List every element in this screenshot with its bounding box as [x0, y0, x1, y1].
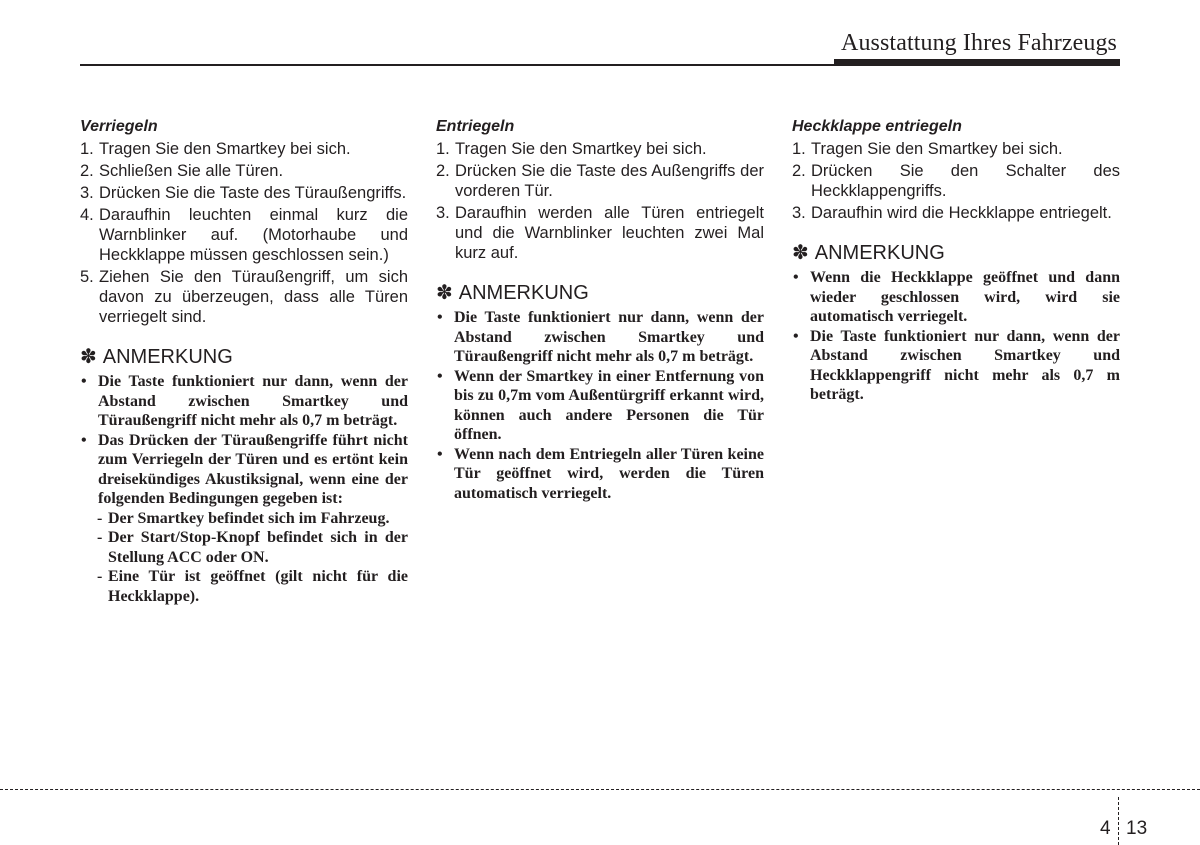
column-verriegeln: [80, 117, 408, 606]
page-header-title: Ausstattung Ihres Fahrzeugs: [841, 30, 1117, 56]
condition-text: Der Smartkey befindet sich im Fahrzeug.: [108, 509, 390, 527]
note-title: ANMERKUNG: [458, 282, 589, 304]
page-number: 13: [1126, 818, 1148, 839]
step-text: Ziehen Sie den Türaußengriff, um sich davon zu überzeugen, dass alle Türen verriegelt sind.: [99, 268, 408, 326]
step-item: [792, 139, 1120, 159]
step-number: 1.: [792, 140, 806, 158]
bullet-icon: •: [437, 367, 443, 385]
note-text: Die Taste funktioniert nur dann, wenn der Abstand zwischen Smartkey und Türaußengriff nicht mehr als 0,7 m beträgt.: [98, 373, 408, 429]
note-text: Wenn die Heckklappe geöffnet und dann wieder geschlossen wird, wird sie automatisch verriegelt.: [810, 269, 1120, 325]
footer-divider: [0, 789, 1200, 790]
dash-icon: -: [97, 529, 103, 546]
dash-icon: -: [97, 509, 103, 527]
note-item: [436, 367, 764, 445]
step-text: Drücken Sie die Taste des Außengriffs der vorderen Tür.: [455, 162, 764, 200]
column-heckklappe: [792, 117, 1120, 405]
step-number: 2.: [792, 162, 806, 180]
step-text: Daraufhin wird die Heckklappe entriegelt.: [811, 204, 1112, 222]
page-number-divider: [1118, 797, 1119, 845]
condition-text: Der Start/Stop-Knopf befindet sich in der Stellung ACC oder ON.: [108, 529, 408, 566]
step-number: 3.: [436, 204, 450, 222]
note-asterisk-icon: ✽: [436, 282, 453, 304]
note-list: [80, 372, 408, 509]
step-item: [80, 139, 408, 159]
bullet-icon: •: [437, 445, 443, 463]
note-item: [80, 431, 408, 509]
bullet-icon: •: [81, 373, 87, 390]
bullet-icon: •: [437, 309, 443, 326]
bullet-icon: •: [793, 327, 799, 345]
note-list: [436, 308, 764, 503]
section-heading: Verriegeln: [80, 118, 158, 135]
step-item: [436, 139, 764, 159]
step-number: 2.: [436, 162, 450, 180]
note-text: Das Drücken der Türaußengriffe führt nicht zum Verriegeln der Türen und es ertönt kein dreisekündiges Akustiksignal, wenn eine der folgenden Bedingungen gegeben ist:: [98, 431, 408, 507]
step-text: Tragen Sie den Smartkey bei sich.: [99, 140, 351, 158]
section-heading: Heckklappe entriegeln: [792, 118, 962, 135]
step-number: 3.: [792, 204, 806, 222]
condition-item: [97, 528, 408, 567]
note-text: Wenn der Smartkey in einer Entfernung von bis zu 0,7m vom Außentürgriff erkannt wird, können auch andere Personen die Tür öffnen.: [454, 367, 764, 443]
note-item: [792, 268, 1120, 327]
step-item: [792, 161, 1120, 201]
condition-item: [97, 509, 408, 529]
note-heading: [436, 281, 764, 305]
step-item: [792, 203, 1120, 223]
note-item: [792, 327, 1120, 405]
step-item: [80, 161, 408, 181]
step-number: 2.: [80, 162, 94, 180]
step-number: 3.: [80, 184, 94, 202]
steps-list: [80, 139, 408, 327]
note-asterisk-icon: ✽: [792, 242, 809, 264]
step-text: Tragen Sie den Smartkey bei sich.: [455, 140, 707, 158]
header-rule-accent: [834, 59, 1120, 66]
note-heading: [80, 345, 408, 369]
steps-list: [436, 139, 764, 263]
note-title: ANMERKUNG: [814, 242, 945, 264]
note-text: Wenn nach dem Entriegeln aller Türen keine Tür geöffnet wird, werden die Türen automatisch verriegelt.: [454, 445, 764, 502]
note-title: ANMERKUNG: [102, 346, 233, 368]
step-text: Tragen Sie den Smartkey bei sich.: [811, 140, 1063, 158]
condition-text: Eine Tür ist geöffnet (gilt nicht für die Heckklappe).: [108, 568, 408, 605]
column-entriegeln: [436, 117, 764, 503]
step-number: 1.: [80, 140, 94, 158]
step-number: 1.: [436, 140, 450, 158]
note-text: Die Taste funktioniert nur dann, wenn der Abstand zwischen Smartkey und Heckklappengriff nicht mehr als 0,7 m beträgt.: [810, 327, 1120, 403]
step-text: Daraufhin werden alle Türen entriegelt und die Warnblinker leuchten zwei Mal kurz auf.: [455, 204, 764, 262]
note-asterisk-icon: ✽: [80, 346, 97, 368]
bullet-icon: •: [793, 269, 799, 286]
note-text: Die Taste funktioniert nur dann, wenn der Abstand zwischen Smartkey und Türaußengriff nicht mehr als 0,7 m beträgt.: [454, 309, 764, 365]
note-item: [80, 372, 408, 431]
note-item: [436, 308, 764, 367]
step-number: 5.: [80, 268, 94, 286]
condition-list: [80, 509, 408, 607]
step-item: [80, 183, 408, 203]
condition-item: [97, 567, 408, 606]
note-heading: [792, 241, 1120, 265]
section-heading: Entriegeln: [436, 118, 515, 135]
step-item: [80, 267, 408, 327]
step-text: Drücken Sie die Taste des Türaußengriffs.: [99, 184, 407, 202]
step-item: [80, 205, 408, 265]
dash-icon: -: [97, 568, 103, 585]
chapter-number: 4: [1100, 818, 1111, 839]
steps-list: [792, 139, 1120, 223]
step-text: Schließen Sie alle Türen.: [99, 162, 284, 180]
step-number: 4.: [80, 206, 94, 224]
note-list: [792, 268, 1120, 405]
note-item: [436, 445, 764, 504]
step-text: Drücken Sie den Schalter des Heckklappengriffs.: [811, 162, 1120, 200]
bullet-icon: •: [81, 431, 87, 449]
step-item: [436, 161, 764, 201]
step-text: Daraufhin leuchten einmal kurz die Warnblinker auf. (Motorhaube und Heckklappe müssen geschlossen sein.): [99, 206, 408, 264]
step-item: [436, 203, 764, 263]
